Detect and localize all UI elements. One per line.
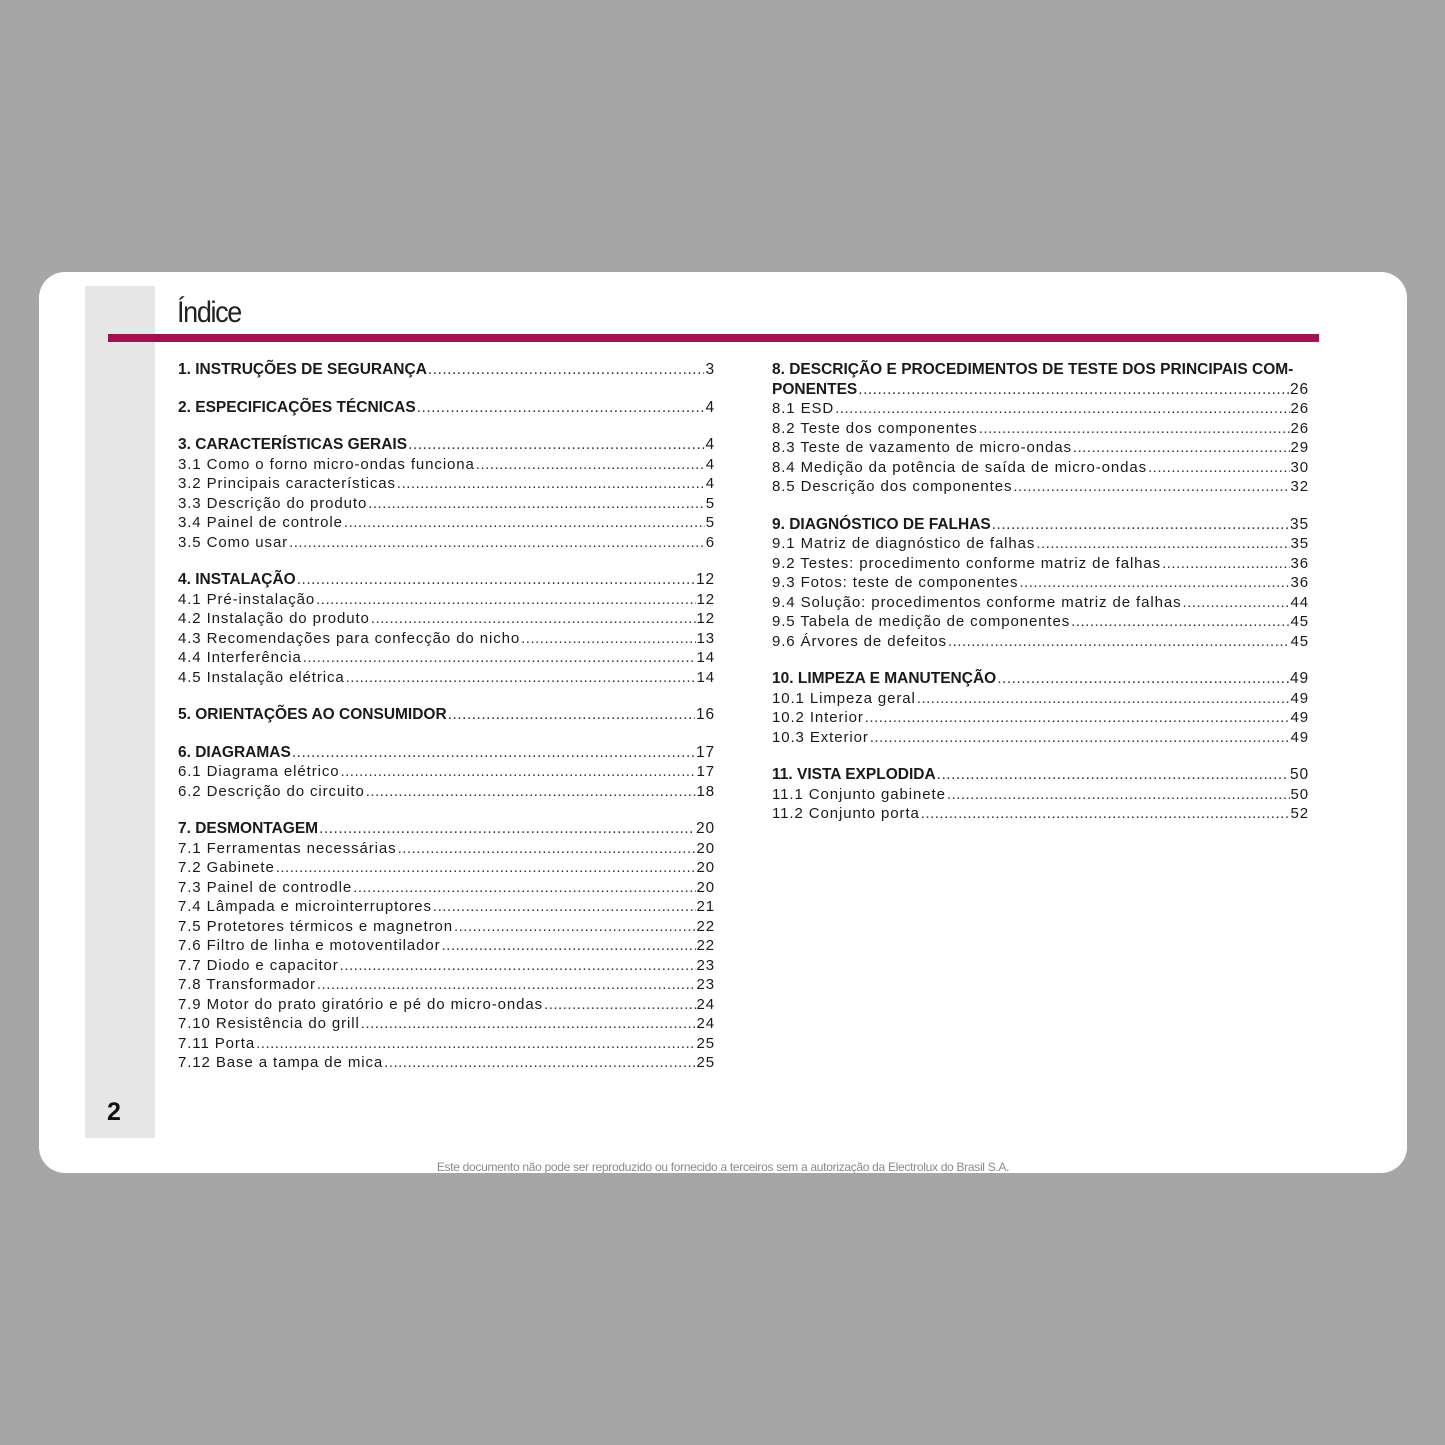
toc-entry[interactable] xyxy=(772,632,1309,652)
dot-leader xyxy=(297,570,695,590)
toc-section-heading[interactable] xyxy=(772,515,1309,535)
toc-entry[interactable] xyxy=(772,728,1309,748)
toc-entry[interactable] xyxy=(178,956,715,976)
toc-entry-page: 30 xyxy=(1290,458,1309,476)
toc-section-heading-line-label: 8. DESCRIÇÃO E PROCEDIMENTOS DE TESTE DOS PRINCIPAIS COM- xyxy=(772,361,1294,378)
toc-entry-label: 3.1 Como o forno micro-ondas funciona xyxy=(178,455,475,473)
dot-leader xyxy=(353,878,695,898)
toc-entry[interactable] xyxy=(772,573,1309,593)
toc-section xyxy=(178,570,715,687)
toc-entry[interactable] xyxy=(178,1053,715,1073)
dot-leader xyxy=(1073,438,1290,458)
toc-entry-page: 49 xyxy=(1290,709,1309,726)
dot-leader xyxy=(289,533,705,553)
toc-entry-label: 8.5 Descrição dos componentes xyxy=(772,478,1013,495)
toc-entry-label: 3.4 Painel de controle xyxy=(178,514,343,531)
dot-leader xyxy=(865,708,1290,728)
dot-leader xyxy=(948,632,1290,652)
toc-entry[interactable] xyxy=(772,593,1309,613)
dot-leader xyxy=(476,455,705,475)
toc-entry[interactable] xyxy=(772,804,1309,824)
toc-entry-page: 24 xyxy=(696,1015,715,1032)
toc-entry[interactable] xyxy=(178,590,715,610)
toc-entry-page: 44 xyxy=(1290,593,1309,611)
dot-leader xyxy=(366,782,696,802)
toc-entry-page: 13 xyxy=(696,629,715,647)
toc-entry-label: 8.2 Teste dos componentes xyxy=(772,419,978,437)
toc-section-heading[interactable] xyxy=(178,360,715,380)
toc-entry-label: 6.1 Diagrama elétrico xyxy=(178,763,340,780)
dot-leader xyxy=(521,629,695,649)
dot-leader xyxy=(858,380,1289,400)
toc-entry-label: 8.4 Medição da potência de saída de micro-ondas xyxy=(772,458,1148,476)
dot-leader xyxy=(442,936,696,956)
toc-entry[interactable] xyxy=(178,897,715,917)
toc-entry-label: 4.1 Pré-instalação xyxy=(178,590,316,608)
toc-entry[interactable] xyxy=(178,995,715,1015)
toc-entry-page: 17 xyxy=(696,763,715,780)
toc-entry-label: 3.2 Principais características xyxy=(178,475,396,492)
dot-leader xyxy=(448,705,695,725)
toc-entry-label: 7.10 Resistência do grill xyxy=(178,1015,360,1032)
toc-section-heading[interactable] xyxy=(178,705,715,725)
dot-leader xyxy=(937,765,1289,785)
dot-leader xyxy=(454,917,696,937)
toc-entry-page: 52 xyxy=(1290,805,1309,822)
toc-section-heading-label: PONENTES xyxy=(772,380,858,398)
toc-entry[interactable] xyxy=(772,554,1309,574)
toc-entry-label: 4.5 Instalação elétrica xyxy=(178,668,345,686)
toc-entry-page: 36 xyxy=(1290,554,1309,572)
toc-entry-page: 6 xyxy=(705,533,715,551)
page-title: Índice xyxy=(177,296,241,329)
toc-entry-page: 22 xyxy=(696,937,715,954)
toc-section xyxy=(178,398,715,418)
toc-section-heading[interactable] xyxy=(772,765,1309,785)
dot-leader xyxy=(317,975,696,995)
toc-entry-page: 36 xyxy=(1290,574,1309,591)
dot-leader xyxy=(917,689,1290,709)
toc-section-heading-label: 11. VISTA EXPLODIDA xyxy=(772,766,936,783)
toc-entry-label: 7.12 Base a tampa de mica xyxy=(178,1054,384,1071)
toc-section-heading-label: 4. INSTALAÇÃO xyxy=(178,571,296,588)
toc-entry[interactable] xyxy=(772,612,1309,632)
toc-section-heading-page: 17 xyxy=(695,743,715,761)
dot-leader xyxy=(344,513,705,533)
toc-section-heading-page: 3 xyxy=(705,361,715,378)
dot-leader xyxy=(1183,593,1290,613)
page-number: 2 xyxy=(107,1098,121,1126)
toc-entry-label: 7.9 Motor do prato giratório e pé do micro-ondas xyxy=(178,995,544,1013)
dot-leader xyxy=(292,743,695,763)
toc-entry-label: 7.8 Transformador xyxy=(178,976,316,993)
dot-leader xyxy=(997,669,1289,689)
dot-leader xyxy=(256,1034,695,1054)
toc-section-heading-page: 49 xyxy=(1289,670,1309,687)
dot-leader xyxy=(1019,573,1289,593)
toc-entry[interactable] xyxy=(178,609,715,629)
dot-leader xyxy=(340,956,696,976)
toc-section-heading-label: 9. DIAGNÓSTICO DE FALHAS xyxy=(772,515,991,533)
toc-entry-label: 7.1 Ferramentas necessárias xyxy=(178,839,397,857)
dot-leader xyxy=(384,1053,695,1073)
toc-entry[interactable] xyxy=(178,936,715,956)
toc-entry-page: 21 xyxy=(696,898,715,915)
toc-entry[interactable] xyxy=(178,839,715,859)
toc-entry[interactable] xyxy=(772,458,1309,478)
toc-entry-label: 10.2 Interior xyxy=(772,709,864,726)
toc-entry[interactable] xyxy=(772,689,1309,709)
title-divider xyxy=(108,334,1319,342)
toc-entry-label: 8.3 Teste de vazamento de micro-ondas xyxy=(772,439,1072,456)
dot-leader xyxy=(303,648,696,668)
toc-entry-page: 49 xyxy=(1290,689,1309,707)
dot-leader xyxy=(397,474,705,494)
toc-right-column xyxy=(772,360,1309,842)
toc-entry[interactable] xyxy=(178,668,715,688)
toc-entry-page: 20 xyxy=(696,859,715,876)
toc-section-heading-page: 35 xyxy=(1289,515,1309,533)
toc-section-heading-page: 4 xyxy=(705,398,715,416)
dot-leader xyxy=(428,360,705,380)
dot-leader xyxy=(346,668,696,688)
toc-entry-page: 18 xyxy=(696,782,715,800)
toc-entry-label: 7.4 Lâmpada e microinterruptores xyxy=(178,898,432,915)
toc-entry[interactable] xyxy=(178,975,715,995)
toc-entry[interactable] xyxy=(178,1034,715,1054)
toc-entry-page: 49 xyxy=(1290,728,1309,746)
toc-entry[interactable] xyxy=(178,878,715,898)
toc-entry[interactable] xyxy=(178,858,715,878)
toc-entry-label: 6.2 Descrição do circuito xyxy=(178,782,365,800)
dot-leader xyxy=(361,1014,696,1034)
toc-entry-page: 4 xyxy=(705,475,715,492)
toc-entry[interactable] xyxy=(772,708,1309,728)
toc-section-heading-page: 16 xyxy=(695,706,715,723)
dot-leader xyxy=(1013,477,1289,497)
dot-leader xyxy=(992,515,1289,535)
toc-entry-label: 9.1 Matriz de diagnóstico de falhas xyxy=(772,535,1036,552)
toc-entry-label: 9.2 Testes: procedimento conforme matriz de falhas xyxy=(772,554,1162,572)
toc-section-heading-label: 10. LIMPEZA E MANUTENÇÃO xyxy=(772,670,997,687)
dot-leader xyxy=(276,858,696,878)
toc-section-heading-label: 7. DESMONTAGEM xyxy=(178,820,319,837)
toc-entry-label: 7.2 Gabinete xyxy=(178,859,275,876)
toc-entry-page: 22 xyxy=(696,917,715,935)
toc-section xyxy=(772,360,1309,497)
dot-leader xyxy=(408,435,704,455)
toc-entry-page: 26 xyxy=(1290,419,1309,437)
dot-leader xyxy=(921,804,1290,824)
toc-entry[interactable] xyxy=(772,785,1309,805)
toc-section xyxy=(178,743,715,802)
toc-entry-label: 3.5 Como usar xyxy=(178,533,289,551)
dot-leader xyxy=(316,590,695,610)
dot-leader xyxy=(340,762,695,782)
toc-entry[interactable] xyxy=(772,534,1309,554)
toc-section-heading-line[interactable] xyxy=(772,360,1309,380)
toc-entry-label: 9.4 Solução: procedimentos conforme matriz de falhas xyxy=(772,593,1182,611)
toc-entry-label: 7.3 Painel de controdle xyxy=(178,878,353,896)
toc-entry-label: 9.5 Tabela de medição de componentes xyxy=(772,613,1071,630)
toc-entry[interactable] xyxy=(772,419,1309,439)
toc-entry-label: 4.3 Recomendações para confecção do nicho xyxy=(178,629,521,647)
toc-entry-page: 29 xyxy=(1290,439,1309,456)
toc-entry-label: 10.3 Exterior xyxy=(772,728,869,746)
toc-section-heading-label: 3. CARACTERÍSTICAS GERAIS xyxy=(178,436,408,453)
dot-leader xyxy=(1148,458,1289,478)
toc-entry-page: 5 xyxy=(705,514,715,531)
toc-entry-page: 23 xyxy=(696,956,715,974)
dot-leader xyxy=(979,419,1290,439)
toc-entry-label: 7.11 Porta xyxy=(178,1034,256,1052)
dot-leader xyxy=(368,494,705,514)
dot-leader xyxy=(371,609,696,629)
toc-entry[interactable] xyxy=(178,762,715,782)
toc-entry[interactable] xyxy=(178,494,715,514)
toc-entry[interactable] xyxy=(178,629,715,649)
toc-entry-page: 35 xyxy=(1290,535,1309,552)
toc-left-column xyxy=(178,360,715,1091)
dot-leader xyxy=(544,995,695,1015)
toc-entry[interactable] xyxy=(772,477,1309,497)
toc-section-heading[interactable] xyxy=(772,380,1309,400)
toc-section xyxy=(178,705,715,725)
dot-leader xyxy=(870,728,1290,748)
toc-section-heading-page: 20 xyxy=(695,820,715,837)
toc-entry[interactable] xyxy=(178,917,715,937)
side-strip xyxy=(85,286,155,1138)
footer-disclaimer: Este documento não pode ser reproduzido ou fornecido a terceiros sem a autorização da Electrolux do Brasil S.A. xyxy=(436,1160,1010,1173)
toc-entry[interactable] xyxy=(178,648,715,668)
toc-section-heading-label: 2. ESPECIFICAÇÕES TÉCNICAS xyxy=(178,398,416,416)
toc-section-heading-label: 1. INSTRUÇÕES DE SEGURANÇA xyxy=(178,361,427,378)
toc-entry-page: 14 xyxy=(696,649,715,666)
toc-section xyxy=(772,765,1309,824)
toc-section-heading-label: 6. DIAGRAMAS xyxy=(178,743,291,761)
dot-leader xyxy=(835,399,1289,419)
toc-section-heading-page: 26 xyxy=(1289,380,1309,398)
toc-entry-label: 7.6 Filtro de linha e motoventilador xyxy=(178,937,441,954)
dot-leader xyxy=(433,897,696,917)
dot-leader xyxy=(1071,612,1289,632)
toc-entry-page: 4 xyxy=(705,455,715,473)
toc-entry-label: 8.1 ESD xyxy=(772,400,835,417)
toc-entry-page: 26 xyxy=(1290,400,1309,417)
dot-leader xyxy=(1036,534,1289,554)
dot-leader xyxy=(417,398,705,418)
toc-entry-label: 9.3 Fotos: teste de componentes xyxy=(772,574,1019,591)
toc-entry-page: 12 xyxy=(696,590,715,608)
toc-entry-page: 24 xyxy=(696,995,715,1013)
toc-section xyxy=(178,360,715,380)
dot-leader xyxy=(1162,554,1289,574)
toc-entry-page: 20 xyxy=(696,878,715,896)
toc-section xyxy=(772,669,1309,747)
toc-section xyxy=(178,819,715,1073)
toc-entry-page: 45 xyxy=(1290,613,1309,630)
toc-entry[interactable] xyxy=(178,513,715,533)
dot-leader xyxy=(319,819,695,839)
toc-entry-page: 5 xyxy=(705,494,715,512)
toc-entry-page: 20 xyxy=(696,839,715,857)
toc-entry-label: 7.5 Protetores térmicos e magnetron xyxy=(178,917,453,935)
toc-entry-page: 14 xyxy=(696,668,715,686)
toc-entry[interactable] xyxy=(178,474,715,494)
toc-entry-label: 11.2 Conjunto porta xyxy=(772,805,920,822)
toc-entry[interactable] xyxy=(178,533,715,553)
toc-section xyxy=(772,515,1309,652)
toc-section xyxy=(178,435,715,552)
dot-leader xyxy=(947,785,1290,805)
toc-entry[interactable] xyxy=(178,1014,715,1034)
toc-section-heading-page: 12 xyxy=(695,571,715,588)
toc-entry-page: 45 xyxy=(1290,632,1309,650)
toc-entry-page: 25 xyxy=(696,1054,715,1071)
toc-entry[interactable] xyxy=(772,399,1309,419)
toc-section-heading[interactable] xyxy=(178,398,715,418)
toc-entry-label: 9.6 Árvores de defeitos xyxy=(772,632,947,650)
toc-entry[interactable] xyxy=(772,438,1309,458)
toc-entry-label: 4.2 Instalação do produto xyxy=(178,610,370,627)
toc-section-heading-label: 5. ORIENTAÇÕES AO CONSUMIDOR xyxy=(178,706,447,723)
toc-entry[interactable] xyxy=(178,455,715,475)
toc-section-heading[interactable] xyxy=(772,669,1309,689)
dot-leader xyxy=(398,839,696,859)
toc-section-heading[interactable] xyxy=(178,819,715,839)
toc-entry-page: 32 xyxy=(1290,478,1309,495)
toc-section-heading[interactable] xyxy=(178,570,715,590)
document-page xyxy=(39,272,1407,1173)
toc-section-heading[interactable] xyxy=(178,435,715,455)
toc-entry-label: 4.4 Interferência xyxy=(178,649,302,666)
toc-section-heading[interactable] xyxy=(178,743,715,763)
toc-section-heading-page: 4 xyxy=(705,436,715,453)
toc-entry-page: 25 xyxy=(696,1034,715,1052)
toc-entry-page: 23 xyxy=(696,976,715,993)
toc-entry-page: 12 xyxy=(696,610,715,627)
toc-entry-label: 7.7 Diodo e capacitor xyxy=(178,956,339,974)
toc-entry-label: 3.3 Descrição do produto xyxy=(178,494,368,512)
toc-entry-page: 50 xyxy=(1290,785,1309,803)
toc-entry[interactable] xyxy=(178,782,715,802)
toc-entry-label: 11.1 Conjunto gabinete xyxy=(772,785,946,803)
toc-section-heading-page: 50 xyxy=(1289,766,1309,783)
toc-entry-label: 10.1 Limpeza geral xyxy=(772,689,916,707)
